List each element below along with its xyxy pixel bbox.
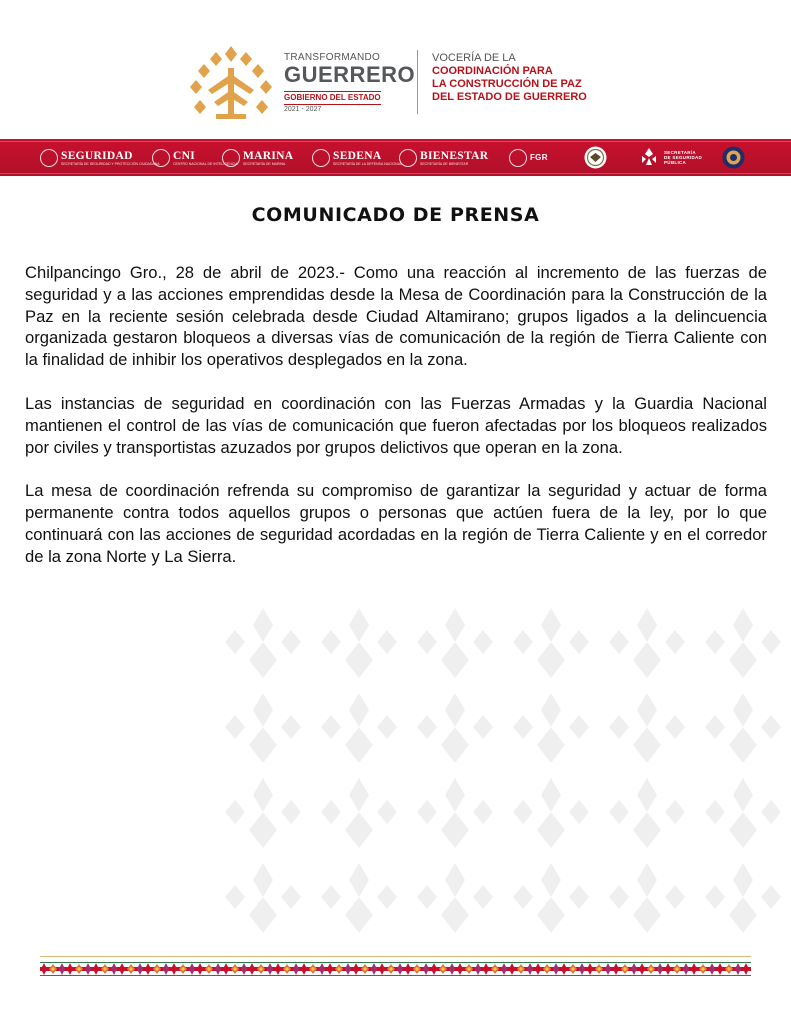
institution-seguridad [40,145,160,170]
seal-icon [399,149,417,167]
document-header [0,30,791,130]
footer-divider [40,956,751,957]
header-divider [417,50,418,114]
institution-subtitle: CENTRO NACIONAL DE INTELIGENCIA [173,161,238,166]
guerrero-wordmark [284,52,415,115]
institution-subtitle: SECRETARÍA DE BIENESTAR [420,161,469,166]
voceria-line-3: LA CONSTRUCCIÓN DE PAZ [432,78,582,90]
institution-subtitle: SECRETARÍA DE SEGURIDAD Y PROTECCIÓN CIUDADANA [61,161,160,166]
institution-subtitle: SECRETARÍA DE LA DEFENSA NACIONAL [333,161,402,166]
gobierno-label: GOBIERNO DEL ESTADO [284,91,381,105]
institution-name: SEDENA [333,149,382,162]
voceria-line-2: COORDINACIÓN PARA [432,65,553,77]
background-pattern-watermark [215,600,791,940]
institution-subtitle: SECRETARÍA DE MARINA [243,161,286,166]
seal-icon [40,149,58,167]
seal-icon [152,149,170,167]
institution-name: FGR [530,152,548,162]
eagle-seal-icon [584,146,607,169]
institution-name: SEGURIDAD [61,149,133,162]
voceria-line-4: DEL ESTADO DE GUERRERO [432,91,587,103]
institution-bienestar [399,145,488,170]
seal-icon [509,149,527,167]
voceria-block [432,52,587,104]
institution-marina [222,145,293,170]
seal-icon [312,149,330,167]
institution-name: CNI [173,149,195,162]
institution-name: MARINA [243,149,294,162]
press-release-title: COMUNICADO DE PRENSA [251,204,540,226]
paragraph-2: Las instancias de seguridad en coordinación con las Fuerzas Armadas y la Guardia Nacional mantienen el control de las vías de comunicación que fueron afectadas por los bloqueos realizados por civiles y transportistas azuzados por grupos delictivos que operan en la zona. [25,393,767,457]
institution-fgr [509,145,548,170]
guerrero-label: GUERRERO [284,62,416,87]
institution-sedena [312,145,402,170]
institution-ssp [664,145,704,170]
paragraph-3: La mesa de coordinación refrenda su compromiso de garantizar la seguridad y actuar de forma permanente contra todos aquellos grupos o personas que actúen fuera de la ley, por lo que continuará con las acciones de seguridad acordadas en la región de Tierra Caliente y en el corredor de la zona Norte y La Sierra. [25,481,767,566]
institution-name: SECRETARÍA DE SEGURIDAD PÚBLICA [664,150,703,165]
guardia-emblem-icon [638,146,660,168]
paragraph-1: Chilpancingo Gro., 28 de abril de 2023.- Como una reacción al incremento de las fuerzas de seguridad y a las acciones emprendidas desde la Mesa de Coordinación para la Construcción de la Paz en la reciente sesión celebrada desde Ciudad Altamirano; grupos ligados a la delincuencia organizada gestaron bloqueos a diversas vías de comunicación de la región de Tierra Caliente con la finalidad de inhibir los operativos desplegados en la zona. [25,263,767,370]
embroidered-border-pattern [40,962,751,976]
press-release-body [25,262,767,590]
seal-icon [222,149,240,167]
transformando-label: TRANSFORMANDO [284,52,381,63]
institution-name: BIENESTAR [420,149,489,162]
state-seal-icon [722,146,745,169]
voceria-line-1: VOCERÍA DE LA [432,52,516,64]
years-label: 2021 - 2027 [284,106,322,113]
institutions-band [0,139,791,176]
guerrero-emblem-icon [186,38,276,124]
